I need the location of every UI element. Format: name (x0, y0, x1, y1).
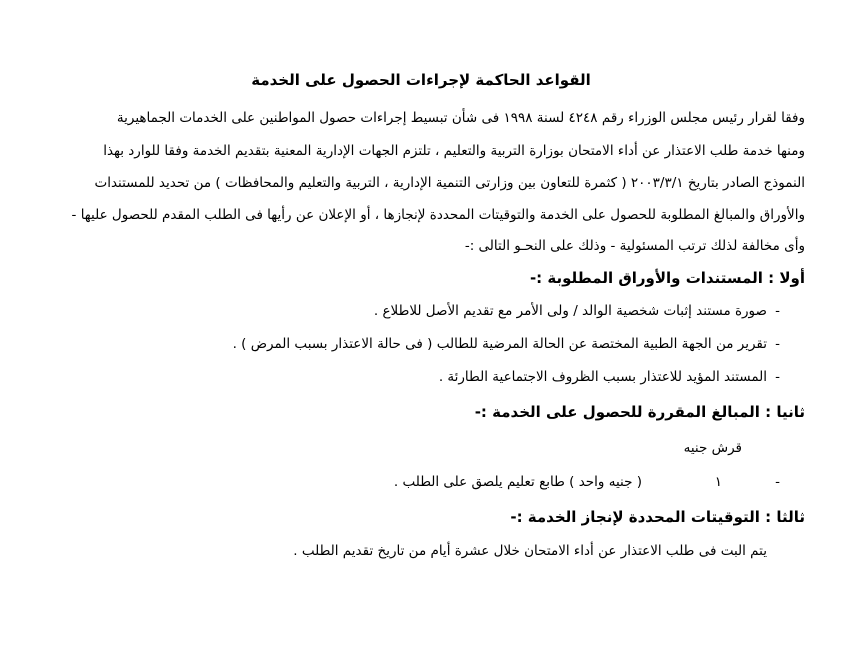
section-heading: أولا : المستندات والأوراق المطلوبة :- (529, 269, 805, 287)
section-heading: ثانيا : المبالغ المقررة للحصول على الخدمة :- (474, 403, 805, 421)
intro-line: ومنها خدمة طلب الاعتذار عن أداء الامتحان بوزارة التربية والتعليم ، تلتزم الجهات الإدارية المعنية بتقديم الخدمة وفقا للوارد بهذا (103, 143, 805, 159)
intro-line: وفقا لقرار رئيس مجلس الوزراء رقم ٤٢٤٨ لسنة ١٩٩٨ فى شأن تبسيط إجراءات حصول المواطنين على الخدمات الجماهيرية (116, 110, 805, 126)
list-item (373, 301, 780, 321)
section-heading: ثالثا : التوقيتات المحددة لإنجاز الخدمة :- (510, 508, 805, 526)
intro-line: وأى مخالفة لذلك ترتب المسئولية - وذلك على النحـو التالى :- (464, 238, 805, 254)
list-item-text: صورة مستند إثبات شخصية الوالد / ولى الأمر مع تقديم الأصل للاطلاع . (373, 303, 767, 319)
list-item-text: المستند المؤيد للاعتذار بسبب الظروف الاجتماعية الطارئة . (438, 369, 767, 385)
intro-line: النموذج الصادر بتاريخ ٢٠٠٣/٣/١ ( كثمرة للتعاون بين وزارتى التنمية الإدارية ، التربية والتعليم والمحافظات ) من تحديد للمستندات (94, 175, 805, 191)
bullet-dash: - (775, 336, 780, 352)
bullet-dash: - (775, 369, 780, 385)
document-title: القواعد الحاكمة لإجراءات الحصول على الخدمة (251, 71, 591, 89)
list-item (438, 367, 780, 387)
currency-header: قرش جنيه (683, 440, 742, 456)
bullet-dash: - (775, 303, 780, 319)
list-item-text: تقرير من الجهة الطبية المختصة عن الحالة المرضية للطالب ( فى حالة الاعتذار بسبب المرض ) . (232, 336, 767, 352)
fee-dash: - (775, 474, 780, 490)
intro-line: والأوراق والمبالغ المطلوبة للحصول على الخدمة والتوقيتات المحددة لإنجازها ، أو الإعلان عن رأيها فى الطلب المقدم للحصول عليها - (71, 207, 805, 223)
fee-description: ( جنيه واحد ) طابع تعليم يلصق على الطلب . (393, 474, 642, 490)
fee-amount: ١ (714, 474, 722, 490)
list-item (232, 334, 780, 354)
timing-text: يتم البت فى طلب الاعتذار عن أداء الامتحان خلال عشرة أيام من تاريخ تقديم الطلب . (293, 543, 767, 559)
